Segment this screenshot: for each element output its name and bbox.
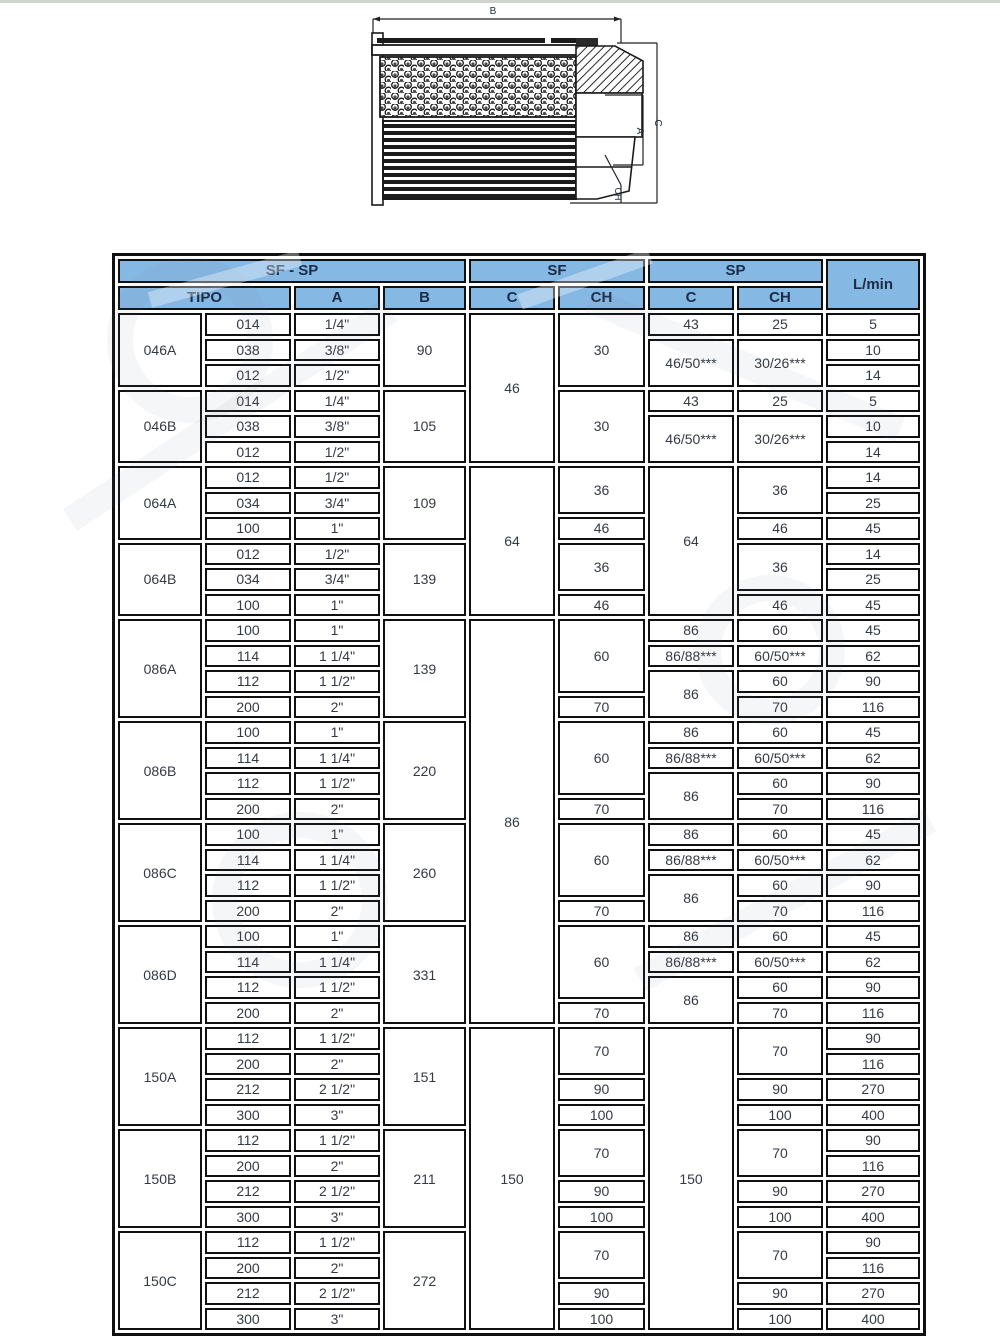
cell: 212	[205, 1282, 291, 1305]
cell: 116	[826, 1257, 920, 1280]
cell: 151	[383, 1027, 466, 1126]
header-cell: SF	[469, 259, 645, 283]
cell: 2 1/2"	[294, 1282, 380, 1305]
cell: 112	[205, 1129, 291, 1152]
cell: 60	[558, 823, 645, 897]
cell: 150C	[118, 1231, 202, 1330]
cell: 1 1/4"	[294, 951, 380, 974]
cell: 62	[826, 951, 920, 974]
cell: 212	[205, 1180, 291, 1203]
cell: 86	[648, 721, 734, 744]
cell: 5	[826, 313, 920, 336]
cell: 86/88***	[648, 645, 734, 668]
cell: 60	[737, 925, 823, 948]
cell: 90	[826, 1129, 920, 1152]
cell: 43	[648, 390, 734, 413]
cell: 2"	[294, 900, 380, 923]
cell: 114	[205, 951, 291, 974]
table-row	[118, 1027, 920, 1050]
cell: 46/50***	[648, 415, 734, 463]
cell: 90	[826, 1027, 920, 1050]
cell: 1/2"	[294, 364, 380, 387]
cell: 25	[737, 390, 823, 413]
cell: 2"	[294, 1257, 380, 1280]
cell: 70	[558, 900, 645, 923]
cell: 60/50***	[737, 951, 823, 974]
cell: 86	[648, 670, 734, 718]
dim-label-b: B	[489, 6, 497, 17]
cell: 25	[737, 313, 823, 336]
cell: 45	[826, 721, 920, 744]
cell: 70	[558, 798, 645, 821]
cell: 109	[383, 466, 466, 540]
cell: 1 1/2"	[294, 1027, 380, 1050]
cell: 60	[558, 721, 645, 795]
cell: 1 1/2"	[294, 670, 380, 693]
cell: 112	[205, 1027, 291, 1050]
cell: 100	[205, 721, 291, 744]
cell: 60	[558, 925, 645, 999]
cell: 46	[469, 313, 555, 463]
cell: 90	[558, 1180, 645, 1203]
cell: 046A	[118, 313, 202, 387]
cell: 1 1/4"	[294, 747, 380, 770]
cell: 70	[737, 1027, 823, 1075]
header-cell: CH	[737, 286, 823, 310]
cell: 1/2"	[294, 466, 380, 489]
cell: 36	[737, 466, 823, 514]
cell: 60	[737, 619, 823, 642]
cell: 112	[205, 976, 291, 999]
header-cell: C	[469, 286, 555, 310]
cell: 86	[469, 619, 555, 1024]
cell: 1"	[294, 619, 380, 642]
header-cell: SP	[648, 259, 823, 283]
cell: 30/26***	[737, 415, 823, 463]
cell: 90	[383, 313, 466, 387]
cell: 2 1/2"	[294, 1180, 380, 1203]
cell: 3"	[294, 1104, 380, 1127]
dim-label-a: A	[634, 127, 645, 135]
cell: 70	[558, 1231, 645, 1279]
cell: 100	[205, 517, 291, 540]
cell: 270	[826, 1180, 920, 1203]
cell: 60	[737, 823, 823, 846]
cell: 1/4"	[294, 313, 380, 336]
cell: 70	[558, 696, 645, 719]
cell: 116	[826, 1002, 920, 1025]
cell: 150B	[118, 1129, 202, 1228]
cell: 46	[558, 517, 645, 540]
cell: 1"	[294, 594, 380, 617]
cell: 90	[826, 772, 920, 795]
cell: 86	[648, 976, 734, 1024]
cell: 86/88***	[648, 849, 734, 872]
cell: 5	[826, 390, 920, 413]
table-row	[118, 466, 920, 489]
cell: 114	[205, 747, 291, 770]
cell: 86	[648, 772, 734, 820]
cell: 64	[469, 466, 555, 616]
cell: 400	[826, 1104, 920, 1127]
cell: 86	[648, 619, 734, 642]
header-cell: SF - SP	[118, 259, 466, 283]
cell: 14	[826, 441, 920, 464]
cell: 400	[826, 1308, 920, 1331]
cell: 1"	[294, 925, 380, 948]
cell: 1/2"	[294, 543, 380, 566]
cell: 100	[558, 1206, 645, 1229]
cell: 116	[826, 1155, 920, 1178]
cell: 200	[205, 1155, 291, 1178]
dim-label-c: C	[652, 119, 663, 127]
cell: 086D	[118, 925, 202, 1024]
cell: 60	[737, 670, 823, 693]
cell: 1/4"	[294, 390, 380, 413]
cell: 86	[648, 925, 734, 948]
cell: 331	[383, 925, 466, 1024]
cell: 70	[558, 1027, 645, 1075]
cell: 014	[205, 390, 291, 413]
cell: 150A	[118, 1027, 202, 1126]
cell: 46	[558, 594, 645, 617]
cell: 1/2"	[294, 441, 380, 464]
cell: 116	[826, 696, 920, 719]
filter-mesh-section	[380, 57, 576, 117]
cell: 25	[826, 568, 920, 591]
cell: 86/88***	[648, 747, 734, 770]
cell: 62	[826, 747, 920, 770]
cell: 014	[205, 313, 291, 336]
cell: 2"	[294, 1155, 380, 1178]
cell: 100	[737, 1308, 823, 1331]
cell: 1"	[294, 823, 380, 846]
cell: 62	[826, 849, 920, 872]
cell: 086C	[118, 823, 202, 922]
cell: 70	[737, 1129, 823, 1177]
cell: 139	[383, 619, 466, 718]
cell: 90	[826, 976, 920, 999]
cell: 36	[558, 543, 645, 591]
cell: 14	[826, 466, 920, 489]
header-cell: CH	[558, 286, 645, 310]
cell: 30/26***	[737, 339, 823, 387]
cell: 012	[205, 543, 291, 566]
cell: 100	[737, 1104, 823, 1127]
cell: 70	[558, 1002, 645, 1025]
cell: 116	[826, 798, 920, 821]
filter-technical-drawing	[365, 5, 665, 225]
cell: 60	[737, 976, 823, 999]
cell: 60/50***	[737, 747, 823, 770]
cell: 212	[205, 1078, 291, 1101]
cell: 46/50***	[648, 339, 734, 387]
cell: 1 1/2"	[294, 1231, 380, 1254]
cell: 211	[383, 1129, 466, 1228]
cell: 86/88***	[648, 951, 734, 974]
cell: 2 1/2"	[294, 1078, 380, 1101]
filter-diagram-svg	[365, 5, 665, 225]
header-cell: B	[383, 286, 466, 310]
cell: 60/50***	[737, 645, 823, 668]
cell: 100	[205, 823, 291, 846]
cell: 14	[826, 543, 920, 566]
cell: 10	[826, 415, 920, 438]
cell: 116	[826, 900, 920, 923]
cell: 46	[737, 594, 823, 617]
cell: 3/8"	[294, 339, 380, 362]
cell: 200	[205, 1053, 291, 1076]
cell: 300	[205, 1206, 291, 1229]
cell: 064A	[118, 466, 202, 540]
cell: 60	[737, 772, 823, 795]
cell: 60/50***	[737, 849, 823, 872]
cell: 100	[558, 1104, 645, 1127]
cell: 36	[737, 543, 823, 591]
cell: 200	[205, 900, 291, 923]
cell: 034	[205, 492, 291, 515]
cell: 200	[205, 798, 291, 821]
cell: 60	[737, 874, 823, 897]
cell: 270	[826, 1078, 920, 1101]
cell: 45	[826, 594, 920, 617]
cell: 064B	[118, 543, 202, 617]
cell: 100	[737, 1206, 823, 1229]
header-row	[118, 286, 920, 310]
cell: 90	[737, 1078, 823, 1101]
cell: 90	[558, 1282, 645, 1305]
cell: 64	[648, 466, 734, 616]
cell: 10	[826, 339, 920, 362]
cell: 272	[383, 1231, 466, 1330]
fitting-hex-lower	[576, 137, 635, 199]
fitting-step	[576, 38, 598, 46]
cell: 3/4"	[294, 568, 380, 591]
cell: 270	[826, 1282, 920, 1305]
cell: 139	[383, 543, 466, 617]
cell: 70	[737, 1231, 823, 1279]
cell: 112	[205, 1231, 291, 1254]
cell: 45	[826, 619, 920, 642]
cell: 90	[737, 1282, 823, 1305]
spec-table-wrap	[112, 253, 926, 1336]
cell: 200	[205, 1257, 291, 1280]
cell: 45	[826, 517, 920, 540]
cell: 300	[205, 1308, 291, 1331]
cell: 90	[558, 1078, 645, 1101]
cell: 46	[737, 517, 823, 540]
cell: 1 1/2"	[294, 976, 380, 999]
cell: 45	[826, 925, 920, 948]
cell: 3"	[294, 1308, 380, 1331]
cell: 012	[205, 466, 291, 489]
cell: 62	[826, 645, 920, 668]
cell: 112	[205, 670, 291, 693]
cell: 300	[205, 1104, 291, 1127]
table-row	[118, 619, 920, 642]
cell: 14	[826, 364, 920, 387]
cell: 90	[826, 670, 920, 693]
cell: 30	[558, 390, 645, 464]
cell: 1 1/2"	[294, 874, 380, 897]
cell: 100	[205, 925, 291, 948]
cell: 112	[205, 772, 291, 795]
filter-pleated-section	[383, 121, 576, 199]
cell: 2"	[294, 1002, 380, 1025]
cell: 3/8"	[294, 415, 380, 438]
cell: 112	[205, 874, 291, 897]
cell: 2"	[294, 1053, 380, 1076]
cell: 012	[205, 441, 291, 464]
cell: 86	[648, 874, 734, 922]
cell: 25	[826, 492, 920, 515]
cell: 90	[826, 874, 920, 897]
cell: 90	[737, 1180, 823, 1203]
cell: 046B	[118, 390, 202, 464]
cell: 100	[558, 1308, 645, 1331]
filter-top-plate	[372, 45, 584, 55]
fitting-collar	[576, 93, 642, 137]
cell: 086A	[118, 619, 202, 718]
cell: 36	[558, 466, 645, 514]
cell: 220	[383, 721, 466, 820]
cell: 100	[205, 619, 291, 642]
dim-label-ch: CH	[613, 187, 623, 201]
cell: 200	[205, 1002, 291, 1025]
spec-table	[112, 253, 926, 1336]
cell: 2"	[294, 696, 380, 719]
header-row	[118, 259, 920, 283]
cell: 034	[205, 568, 291, 591]
cell: 116	[826, 1053, 920, 1076]
fitting-hatched-body	[576, 46, 643, 93]
cell: 086B	[118, 721, 202, 820]
cell: 1 1/2"	[294, 772, 380, 795]
cell: 1 1/4"	[294, 849, 380, 872]
table-row	[118, 313, 920, 336]
cell: 2"	[294, 798, 380, 821]
cell: 30	[558, 313, 645, 387]
cell: 200	[205, 696, 291, 719]
cell: 100	[205, 594, 291, 617]
cell: 70	[737, 900, 823, 923]
filter-top-edge	[377, 38, 545, 43]
header-cell: C	[648, 286, 734, 310]
cell: 70	[737, 696, 823, 719]
cell: 1"	[294, 517, 380, 540]
header-cell: L/min	[826, 259, 920, 310]
cell: 150	[648, 1027, 734, 1330]
cell: 012	[205, 364, 291, 387]
cell: 038	[205, 339, 291, 362]
cell: 45	[826, 823, 920, 846]
cell: 70	[737, 798, 823, 821]
cell: 60	[737, 721, 823, 744]
cell: 1"	[294, 721, 380, 744]
cell: 60	[558, 619, 645, 693]
cell: 3/4"	[294, 492, 380, 515]
cell: 86	[648, 823, 734, 846]
scan-edge-strip	[0, 0, 1000, 3]
cell: 400	[826, 1206, 920, 1229]
cell: 90	[826, 1231, 920, 1254]
header-cell: A	[294, 286, 380, 310]
cell: 70	[737, 1002, 823, 1025]
cell: 114	[205, 849, 291, 872]
header-cell: TIPO	[118, 286, 291, 310]
cell: 70	[558, 1129, 645, 1177]
cell: 114	[205, 645, 291, 668]
cell: 1 1/4"	[294, 645, 380, 668]
cell: 038	[205, 415, 291, 438]
cell: 260	[383, 823, 466, 922]
cell: 43	[648, 313, 734, 336]
cell: 150	[469, 1027, 555, 1330]
cell: 3"	[294, 1206, 380, 1229]
cell: 105	[383, 390, 466, 464]
cell: 1 1/2"	[294, 1129, 380, 1152]
